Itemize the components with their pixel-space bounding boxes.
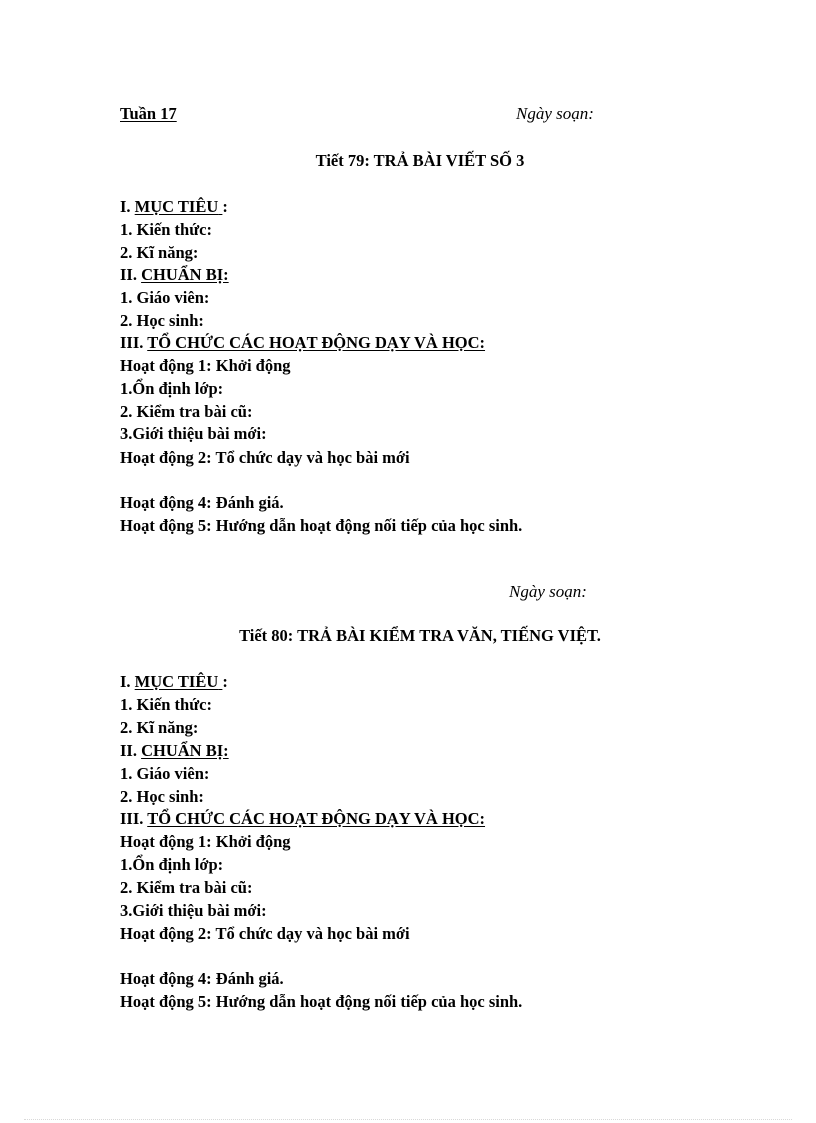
activity-1-item-1: Hoạt động 1: Khởi động [120, 356, 291, 375]
stabilize-item-1: 1.Ổn định lớp: [120, 379, 224, 398]
activity-1-item-2: Hoạt động 1: Khởi động [120, 832, 291, 851]
knowledge-item-1: 1. Kiến thức: [120, 220, 212, 239]
teacher-item-1: 1. Giáo viên: [120, 288, 210, 307]
teacher-item-2: 1. Giáo viên: [120, 764, 210, 783]
skills-item-1: 2. Kĩ năng: [120, 243, 199, 262]
knowledge-item-2: 1. Kiến thức: [120, 695, 212, 714]
review-item-2: 2. Kiểm tra bài cũ: [120, 878, 253, 897]
activity-5-item-2: Hoạt động 5: Hướng dẫn hoạt động nối tiếp của học sinh. [120, 992, 523, 1011]
prep-heading-2: II. CHUẨN BỊ: [120, 741, 229, 760]
lesson-title-1: Tiết 79: TRẢ BÀI VIẾT SỐ 3 [315, 151, 525, 170]
intro-item-1: 3.Giới thiệu bài mới: [120, 424, 267, 443]
student-item-2: 2. Học sinh: [120, 787, 204, 806]
date-label-1: Ngày soạn: [516, 104, 594, 123]
stabilize-item-2: 1.Ổn định lớp: [120, 855, 224, 874]
activity-2-item-2: Hoạt động 2: Tổ chức dạy và học bài mới [120, 924, 410, 943]
activity-4-item-2: Hoạt động 4: Đánh giá. [120, 969, 284, 988]
activity-2-item-1: Hoạt động 2: Tổ chức dạy và học bài mới [120, 448, 410, 467]
prep-heading-1: II. CHUẨN BỊ: [120, 265, 229, 284]
intro-item-2: 3.Giới thiệu bài mới: [120, 901, 267, 920]
objectives-heading-2: I. MỤC TIÊU : [120, 672, 228, 691]
org-heading-2: III. TỔ CHỨC CÁC HOẠT ĐỘNG DẠY VÀ HỌC: [120, 809, 486, 828]
lesson-title-2: Tiết 80: TRẢ BÀI KIỂM TRA VĂN, TIẾNG VIỆT. [239, 626, 601, 645]
objectives-heading-1: I. MỤC TIÊU : [120, 197, 228, 216]
date-label-2: Ngày soạn: [509, 582, 587, 601]
activity-5-item-1: Hoạt động 5: Hướng dẫn hoạt động nối tiếp của học sinh. [120, 516, 523, 535]
skills-item-2: 2. Kĩ năng: [120, 718, 199, 737]
page-bottom-divider [24, 1119, 792, 1120]
activity-4-item-1: Hoạt động 4: Đánh giá. [120, 493, 284, 512]
week-label: Tuần 17 [120, 104, 177, 123]
org-heading-1: III. TỔ CHỨC CÁC HOẠT ĐỘNG DẠY VÀ HỌC: [120, 333, 486, 352]
review-item-1: 2. Kiểm tra bài cũ: [120, 402, 253, 421]
student-item-1: 2. Học sinh: [120, 311, 204, 330]
